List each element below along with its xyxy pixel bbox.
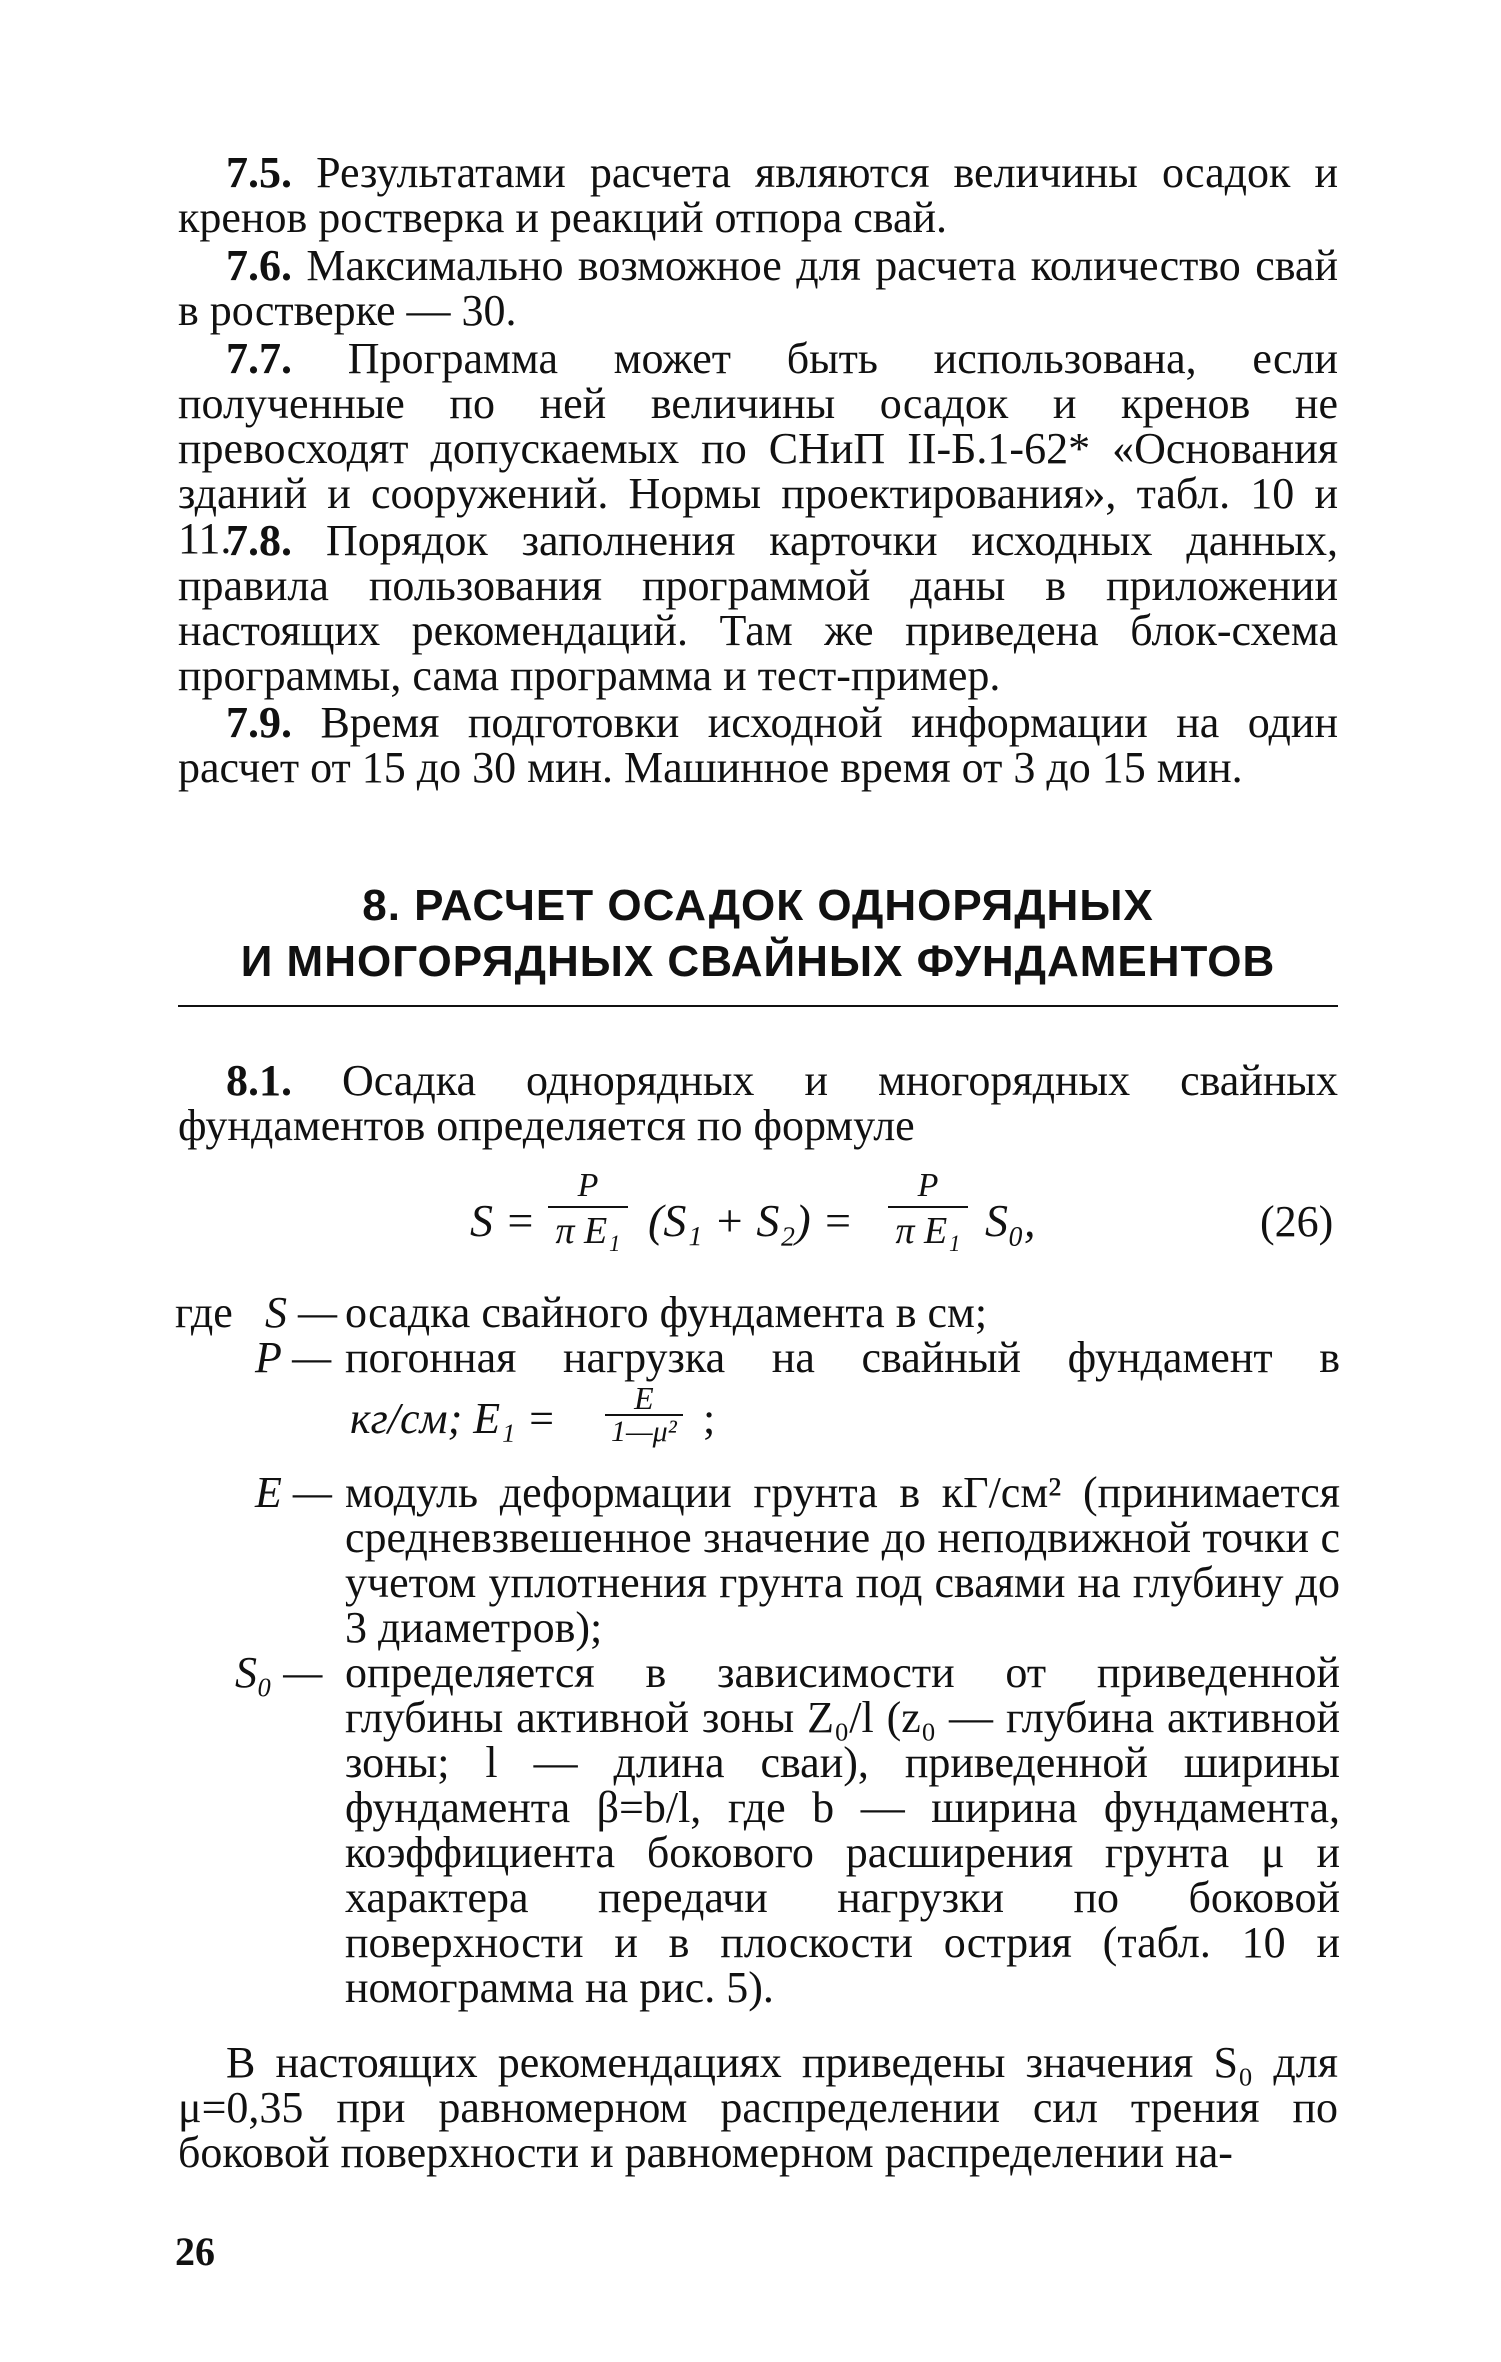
definition-text-pre: кг/см; E₁ = xyxy=(350,1394,557,1443)
paragraph-lead: 7.5. xyxy=(226,148,292,197)
section-heading-line-2: И МНОГОРЯДНЫХ СВАЙНЫХ ФУНДАМЕНТОВ xyxy=(240,937,1276,986)
definition-text: определяется в зависимости от приведенной глубины активной зоны Z₀/l (z₀ — глубина активной зоны; l — длина сваи), приведенной ширины фундамента β=b/l, где b — ширина фундамента, коэффициента бокового расширения грунта μ и характера передачи нагрузки по боковой поверхности и в плоскости острия (табл. 10 и номограмма на рис. 5). xyxy=(345,1648,1340,2012)
formula-numerator: P xyxy=(577,1167,599,1204)
paragraph-7-6 xyxy=(178,243,1338,333)
definition-text: осадка свайного фундамента в см; xyxy=(345,1288,988,1337)
definition-symbol: S — xyxy=(265,1288,338,1337)
paragraph-text: Осадка однорядных и многорядных свайных фундаментов определяется по формуле xyxy=(178,1056,1338,1150)
paragraph-text: Максимально возможное для расчета количество свай в ростверке — 30. xyxy=(178,241,1338,335)
definition-fraction xyxy=(605,1382,683,1448)
formula-lhs: S = xyxy=(470,1195,536,1246)
section-heading-line-1: 8. РАСЧЕТ ОСАДОК ОДНОРЯДНЫХ xyxy=(362,881,1154,930)
formula-fraction-2 xyxy=(888,1168,968,1252)
paragraph-text: В настоящих рекомендациях приведены значения S₀ для μ=0,35 при равномерном распределении сил трения по боковой поверхности и равномерном распределении на- xyxy=(178,2038,1338,2177)
formula-numerator: P xyxy=(917,1167,939,1204)
paragraph-final xyxy=(178,2040,1338,2175)
definition-E1 xyxy=(175,1382,1340,1462)
paragraph-text: Результатами расчета являются величины осадок и кренов ростверка и реакций отпора свай. xyxy=(178,148,1339,242)
definition-symbol: P — xyxy=(255,1333,332,1382)
fraction-denominator: 1—μ² xyxy=(605,1414,683,1448)
paragraph-lead: 7.8. xyxy=(226,516,292,565)
paragraph-lead: 7.7. xyxy=(226,334,292,383)
fraction-bar xyxy=(888,1206,968,1208)
equation-number: (26) xyxy=(1260,1197,1334,1246)
paragraph-7-5 xyxy=(178,150,1338,240)
heading-divider xyxy=(178,1005,1338,1007)
definition-symbol: S₀ — xyxy=(235,1648,323,1697)
paragraph-text: Программа может быть использована, если полученные по ней величины осадок и кренов не превосходят допускаемых по СНиП II-Б.1-62* «Основания зданий и сооружений. Нормы проектирования», табл. 10 и 11. xyxy=(178,334,1338,563)
paragraph-8-1 xyxy=(178,1058,1338,1148)
paragraph-7-8 xyxy=(178,518,1338,698)
fraction-bar xyxy=(548,1206,628,1208)
paragraph-text: Порядок заполнения карточки исходных данных, правила пользования программой даны в приложении настоящих рекомендаций. Там же приведена блок-схема программы, сама программа и тест-пример. xyxy=(178,516,1338,700)
fraction-numerator: E xyxy=(634,1380,654,1416)
definition-text: погонная нагрузка на свайный фундамент в xyxy=(345,1333,1340,1382)
formula-26 xyxy=(0,1168,1501,1278)
formula-denominator: π E₁ xyxy=(895,1210,961,1252)
paragraph-lead: 7.9. xyxy=(226,698,292,747)
definition-symbol: E — xyxy=(255,1468,332,1517)
formula-middle: (S₁ + S₂) = xyxy=(648,1195,854,1246)
paragraph-lead: 8.1. xyxy=(226,1056,292,1105)
formula-fraction-1 xyxy=(548,1168,628,1252)
definition-text-post: ; xyxy=(703,1394,716,1443)
formula-denominator: π E₁ xyxy=(555,1210,621,1252)
definition-text: модуль деформации грунта в кГ/см² (принимается средневзвешенное значение до неподвижной точки с учетом уплотнения грунта под сваями на глубину до 3 диаметров); xyxy=(345,1468,1340,1652)
page-number: 26 xyxy=(175,2229,215,2274)
paragraph-text: Время подготовки исходной информации на один расчет от 15 до 30 мин. Машинное время от 3 до 15 мин. xyxy=(178,698,1338,792)
paragraph-7-9 xyxy=(178,700,1338,790)
paragraph-lead: 7.6. xyxy=(226,241,292,290)
formula-rhs: S₀, xyxy=(985,1195,1036,1246)
where-label: где xyxy=(175,1288,233,1337)
